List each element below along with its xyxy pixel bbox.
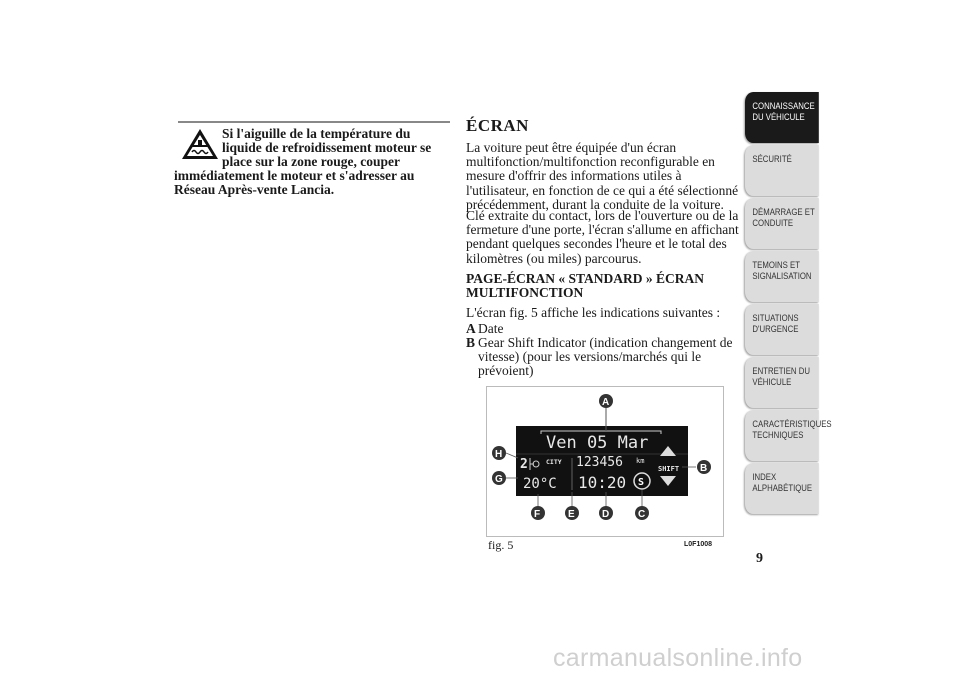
svg-text:C: C xyxy=(638,509,646,520)
warning-rule xyxy=(178,121,450,123)
display-date: Ven 05 Mar xyxy=(546,433,649,453)
callout-e xyxy=(565,506,579,520)
paragraph-key: Clé extraite du contact, lors de l'ouverture ou de la fermeture d'une porte, l'écran s'allume en affichant pendant quelques secondes l'heure et le total des kilomètres (ou miles) parcourus. xyxy=(466,208,739,266)
display-shift: SHIFT xyxy=(658,465,680,473)
warning-text: Si l'aiguille de la température du liquide de refroidissement moteur se place sur la zone rouge, couper immédiatement le moteur et s'adresser au Réseau Après-vente Lancia. xyxy=(174,126,432,197)
paragraph-intro: La voiture peut être équipée d'un écran multifonction/multifonction reconfigurable en mesure d'offrir des informations utiles à l'utilisateur, en fonction de ce qui a été sélectionné précédemment, durant la conduite de la voiture. xyxy=(466,140,739,212)
callout-c xyxy=(635,506,649,520)
svg-text:G: G xyxy=(495,474,503,485)
svg-text:A: A xyxy=(602,397,610,408)
callout-f xyxy=(531,506,545,520)
display-s: S xyxy=(638,477,645,488)
tab-caracteristiques-techniques[interactable]: CARACTÉRISTIQUES TECHNIQUES xyxy=(745,410,819,461)
callout-a xyxy=(599,394,613,408)
figure-code: L0F1008 xyxy=(684,541,713,548)
watermark: carmanualsonline.info xyxy=(553,644,803,672)
svg-text:B: B xyxy=(700,463,708,474)
tab-temoins-signalisation[interactable]: TEMOINS ET SIGNALISATION xyxy=(745,251,819,302)
page-number: 9 xyxy=(756,551,763,566)
list-item xyxy=(466,336,744,379)
callout-g xyxy=(492,471,506,485)
display-temperature: 20°C xyxy=(523,476,557,492)
tab-demarrage-conduite[interactable]: DÉMARRAGE ET CONDUITE xyxy=(745,198,819,249)
tab-index-alphabetique[interactable]: INDEX ALPHABÉTIQUE xyxy=(745,463,819,514)
figure-caption: fig. 5 xyxy=(488,538,514,552)
callout-b xyxy=(697,460,711,474)
list-item-text: Gear Shift Indicator (indication changement de vitesse) (pour les versions/marchés qui le prévoient) xyxy=(478,335,733,379)
svg-text:D: D xyxy=(602,509,610,520)
list-item-text: Date xyxy=(478,321,504,336)
callout-h xyxy=(492,446,506,460)
display-unit: km xyxy=(636,457,645,465)
display-time: 10:20 xyxy=(578,473,627,492)
display-figure xyxy=(486,386,724,537)
svg-text:H: H xyxy=(495,449,503,460)
display-odometer: 123456 xyxy=(576,455,623,470)
callout-d xyxy=(599,506,613,520)
svg-text:E: E xyxy=(568,509,575,520)
paragraph-indications: L'écran fig. 5 affiche les indications suivantes : xyxy=(466,305,721,320)
display-city: CITY xyxy=(546,458,562,466)
display-gear: 2 xyxy=(520,457,528,472)
list-item-label: B xyxy=(466,335,476,350)
section-title: ÉCRAN xyxy=(466,116,529,135)
chapter-tabs xyxy=(745,92,832,516)
list-item-label: A xyxy=(466,321,476,336)
tab-entretien-vehicule[interactable]: ENTRETIEN DU VÉHICULE xyxy=(745,357,819,408)
tab-securite[interactable]: SÉCURITÉ xyxy=(745,145,819,196)
tab-connaissance-vehicule[interactable]: CONNAISSANCE DU VÉHICULE xyxy=(745,92,819,143)
tab-situations-urgence[interactable]: SITUATIONS D'URGENCE xyxy=(745,304,819,355)
subheading: PAGE-ÉCRAN « STANDARD » ÉCRAN MULTIFONCTION xyxy=(466,271,705,300)
svg-text:F: F xyxy=(534,509,541,520)
